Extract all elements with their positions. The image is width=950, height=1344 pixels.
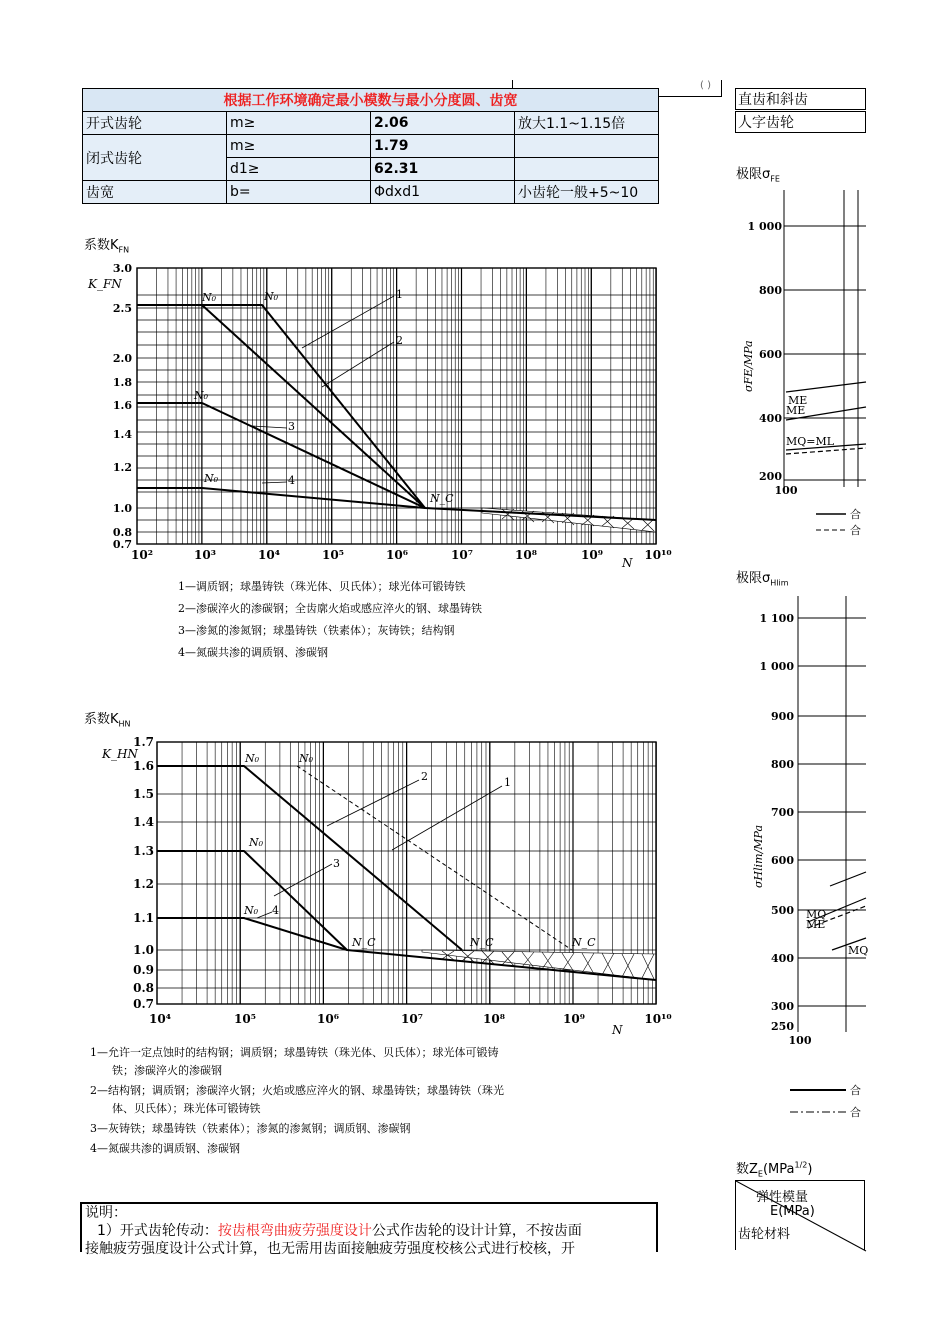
shlim-ytick: 800 <box>771 758 794 771</box>
shlim-ytick: 600 <box>771 854 794 867</box>
module-table-title[interactable]: 根据工作环境确定最小模数与最小分度圆、齿宽 <box>83 89 659 112</box>
khn-legend-line: 3—灰铸铁；球墨铸铁（铁素体）；渗氮的渗氮钢；调质钢、渗碳钢 <box>90 1122 411 1135</box>
cell-closed-m-sym[interactable]: m≥ <box>227 135 371 158</box>
kfn-ytick: 1.2 <box>112 461 132 474</box>
khn-xtick: 10⁶ <box>317 1012 339 1026</box>
cell-open-note[interactable]: 放大1.1~1.15倍 <box>515 112 659 135</box>
shlim-grade-labels <box>806 908 868 957</box>
khn-xtick: 10⁹ <box>563 1012 585 1026</box>
khn-ytick: 1.3 <box>133 844 154 858</box>
khn-point-labels <box>243 752 596 949</box>
sfe-xtick: 100 <box>774 484 798 497</box>
kfn-ytick: 3.0 <box>112 262 132 275</box>
kfn-curve-label: 2 <box>396 334 403 347</box>
shlim-grid <box>798 596 869 1032</box>
shlim-ytick: 1 100 <box>759 612 794 625</box>
label-sfe-sub: FE <box>770 174 780 184</box>
khn-nc-label: N_C <box>470 936 494 949</box>
khn-nc-label: N_C <box>572 936 596 949</box>
note-box <box>80 1202 658 1257</box>
kfn-xtick: 10² <box>131 548 153 562</box>
khn-legend-line: 4—氮碳共渗的调质钢、渗碳钢 <box>90 1142 240 1155</box>
khn-hatch <box>422 950 656 980</box>
ze-header-mid: E(MPa) <box>770 1204 815 1219</box>
note-line1-red: 按齿根弯曲疲劳强度设计 <box>217 1223 372 1239</box>
kfn-curve-labels <box>288 288 403 487</box>
label-ze-unit: (MPa <box>762 1162 795 1177</box>
khn-xtick: 10⁴ <box>149 1012 171 1026</box>
khn-ytitle: K_HN <box>102 747 138 761</box>
khn-ytick: 1.0 <box>133 943 154 957</box>
sfe-ytitle: σFE/MPa <box>742 340 755 392</box>
kfn-ytick: 1.0 <box>112 502 132 515</box>
khn-chart-image <box>82 728 688 1160</box>
kfn-xticks <box>131 548 672 562</box>
khn-xtick: 10¹⁰ <box>644 1012 672 1026</box>
khn-yticks <box>133 735 154 1011</box>
sfe-legend-item: 合 <box>850 508 861 521</box>
shlim-ytick: 250 <box>771 1020 794 1033</box>
khn-n0-label: N₀ <box>249 836 264 849</box>
cell-closed-d1-value[interactable]: 62.31 <box>371 158 515 181</box>
kfn-n0-label: N₀ <box>194 389 209 402</box>
kfn-xtick: 10⁴ <box>258 548 280 562</box>
label-khn <box>84 708 131 729</box>
cell-closed-m-note[interactable] <box>515 135 659 158</box>
khn-xtitle: N <box>612 1023 623 1037</box>
cell-width[interactable]: 齿宽 <box>83 181 227 204</box>
khn-legend <box>90 1045 504 1155</box>
kfn-ytick: 1.4 <box>112 428 132 441</box>
cell-width-sym[interactable]: b= <box>227 181 371 204</box>
khn-curve-label: 2 <box>421 770 428 783</box>
shlim-ytick: 700 <box>771 806 794 819</box>
khn-legend-line: 铁；渗碳淬火的渗碳钢 <box>112 1064 222 1077</box>
cell-width-note[interactable]: 小齿轮一般+5~10 <box>515 181 659 204</box>
khn-ytick: 1.7 <box>133 735 154 749</box>
kfn-xtitle: N <box>622 556 633 570</box>
kfn-ytick: 0.8 <box>112 526 132 539</box>
kfn-point-labels <box>193 290 454 505</box>
shlim-ytick: 900 <box>771 710 794 723</box>
shlim-ytick: 400 <box>771 952 794 965</box>
shlim-xtick: 100 <box>788 1034 812 1047</box>
shlim-ytick: 300 <box>771 1000 794 1013</box>
sfe-ytick: 600 <box>759 348 782 361</box>
kfn-legend-line: 4—氮碳共渗的调质钢、渗碳钢 <box>178 646 328 659</box>
shlim-yticks <box>760 612 795 1033</box>
kfn-ytick: 1.6 <box>112 399 132 412</box>
shlim-grade: ME <box>806 918 826 931</box>
ze-header-top: 弹性模量 <box>756 1190 809 1205</box>
sfe-legend-item: 合 <box>850 524 861 537</box>
label-sfe <box>736 163 780 184</box>
shlim-grade: MQ <box>848 944 869 957</box>
note-title: 说明： <box>85 1205 127 1221</box>
kfn-ytick: 2.0 <box>112 352 132 365</box>
kfn-curve-label: 1 <box>396 288 403 301</box>
sfe-grade: ME <box>788 394 808 407</box>
kfn-xtick: 10⁶ <box>386 548 408 562</box>
label-sfe-text: 极限σ <box>736 167 771 182</box>
kfn-chart-image <box>82 250 688 662</box>
cell-width-value[interactable]: Φdxd1 <box>371 181 515 204</box>
khn-n0-label: N₀ <box>244 904 259 917</box>
khn-xtick: 10⁷ <box>401 1012 423 1026</box>
kfn-xtick: 10³ <box>194 548 216 562</box>
kfn-ytick: 2.5 <box>112 302 132 315</box>
note-line-1 <box>85 1222 653 1240</box>
khn-curve-labels <box>272 770 511 917</box>
kfn-vgrid <box>137 268 656 544</box>
khn-n0-label: N₀ <box>299 752 314 765</box>
note-line-2: 接触疲劳强度设计公式计算，也无需用齿面接触疲劳强度校核公式进行校核，开 <box>85 1241 575 1257</box>
right-cell-herringbone[interactable]: 人字齿轮 <box>735 111 866 133</box>
khn-curve-label: 1 <box>504 776 511 789</box>
label-shlim <box>736 567 789 588</box>
kfn-n0-label: N₀ <box>202 291 217 304</box>
sfe-ytick: 200 <box>759 470 782 483</box>
module-table <box>82 88 659 204</box>
sfe-grade-labels <box>786 394 835 448</box>
sfe-legend <box>816 507 861 537</box>
right-cell-spur-helical[interactable]: 直齿和斜齿 <box>735 88 866 110</box>
kfn-xtick: 10⁸ <box>515 548 537 562</box>
kfn-ytick: 1.8 <box>112 376 132 389</box>
khn-nc-label: N_C <box>352 936 376 949</box>
kfn-n0-label: N₀ <box>204 472 219 485</box>
cell-open-sym[interactable]: m≥ <box>227 112 371 135</box>
kfn-xtick: 10¹⁰ <box>644 548 672 562</box>
shlim-legend-item: 合 <box>850 1106 861 1119</box>
sfe-ytick: 400 <box>759 412 782 425</box>
khn-legend-line: 1—允许一定点蚀时的结构钢；调质钢；球墨铸铁（珠光体、贝氏体）；球光体可锻铸 <box>90 1046 499 1059</box>
label-ze-text: 数Z <box>736 1162 758 1177</box>
khn-n0-label: N₀ <box>245 752 260 765</box>
label-shlim-text: 极限σ <box>736 571 771 586</box>
khn-legend-line: 2—结构钢；调质钢；渗碳淬火钢；火焰或感应淬火的钢、球墨铸铁；球墨铸铁（珠光 <box>90 1084 504 1097</box>
sfe-grade: ME <box>786 404 806 417</box>
khn-ytick: 1.5 <box>133 787 154 801</box>
kfn-legend-line: 2—渗碳淬火的渗碳钢；全齿廓火焰或感应淬火的钢、球墨铸铁 <box>178 602 482 615</box>
label-ze-close: ) <box>807 1162 813 1177</box>
sfe-ytick: 1 000 <box>747 220 782 233</box>
shlim-legend-item: 合 <box>850 1084 861 1097</box>
label-ze-sup: 1/2 <box>794 1160 808 1170</box>
sfe-grade: MQ=ML <box>786 435 835 448</box>
label-khn-text: 系数K <box>84 712 119 727</box>
cell-closed-m-value[interactable]: 1.79 <box>371 135 515 158</box>
khn-curve-label: 4 <box>272 904 279 917</box>
shlim-ytick: 500 <box>771 904 794 917</box>
khn-ytick: 0.9 <box>133 963 154 977</box>
khn-xtick: 10⁵ <box>234 1012 256 1026</box>
khn-leaders <box>257 780 502 918</box>
cell-closed-gear[interactable]: 闭式齿轮 <box>83 135 227 181</box>
kfn-legend-line: 3—渗氮的渗氮钢；球墨铸铁（铁素体）；灰铸铁；结构钢 <box>178 624 455 637</box>
kfn-leaders <box>252 296 394 483</box>
shlim-ytick: 1 000 <box>759 660 794 673</box>
shlim-chart-image <box>736 588 869 1128</box>
khn-ytick: 1.4 <box>133 815 154 829</box>
label-ze-sub: E <box>757 1169 763 1179</box>
kfn-ytitle: K_FN <box>88 277 122 291</box>
shlim-legend <box>790 1083 861 1119</box>
kfn-nc-label: N_C <box>430 492 454 505</box>
label-kfn-text: 系数K <box>84 238 119 253</box>
khn-xticks <box>149 1012 672 1026</box>
ze-header-bottom: 齿轮材料 <box>738 1227 791 1242</box>
kfn-legend <box>178 579 482 659</box>
kfn-yticks <box>113 262 132 551</box>
kfn-xtick: 10⁵ <box>322 548 344 562</box>
khn-xtick: 10⁸ <box>483 1012 505 1026</box>
khn-legend-line: 体、贝氏体）；珠光体可锻铸铁 <box>112 1102 261 1115</box>
khn-ytick: 0.7 <box>133 997 154 1011</box>
stub-text: ( ) <box>700 80 711 91</box>
khn-ytick: 1.6 <box>133 759 154 773</box>
khn-ytick: 1.1 <box>133 911 154 925</box>
label-kfn-sub: FN <box>118 245 130 255</box>
kfn-ytick: 0.7 <box>112 538 132 551</box>
kfn-xtick: 10⁹ <box>581 548 603 562</box>
kfn-legend-line: 1—调质钢；球墨铸铁（珠光体、贝氏体）；球光体可锻铸铁 <box>178 580 466 593</box>
sfe-chart-image <box>736 182 866 542</box>
label-khn-sub: HN <box>118 719 131 729</box>
ze-header-cell <box>735 1180 865 1250</box>
kfn-curve-label: 3 <box>288 420 295 433</box>
shlim-grade: MQ <box>806 908 827 921</box>
label-ze <box>736 1158 812 1179</box>
kfn-n0-label: N₀ <box>264 290 279 303</box>
khn-ytick: 0.8 <box>133 981 154 995</box>
cell-closed-d1-sym[interactable]: d1≥ <box>227 158 371 181</box>
note-line1-suffix: 公式作齿轮的设计计算，不按齿面 <box>371 1223 582 1239</box>
khn-ytick: 1.2 <box>133 877 154 891</box>
khn-curve-label: 3 <box>333 857 340 870</box>
note-line1-prefix: 1）开式齿轮传动： <box>97 1223 218 1239</box>
cell-open-gear[interactable]: 开式齿轮 <box>83 112 227 135</box>
sfe-ytick: 800 <box>759 284 782 297</box>
cell-open-value[interactable]: 2.06 <box>371 112 515 135</box>
shlim-ytitle: σHlim/MPa <box>752 824 765 888</box>
cell-closed-d1-note[interactable] <box>515 158 659 181</box>
kfn-xtick: 10⁷ <box>451 548 473 562</box>
label-shlim-sub: Hlim <box>770 578 789 588</box>
kfn-curve-label: 4 <box>288 474 295 487</box>
